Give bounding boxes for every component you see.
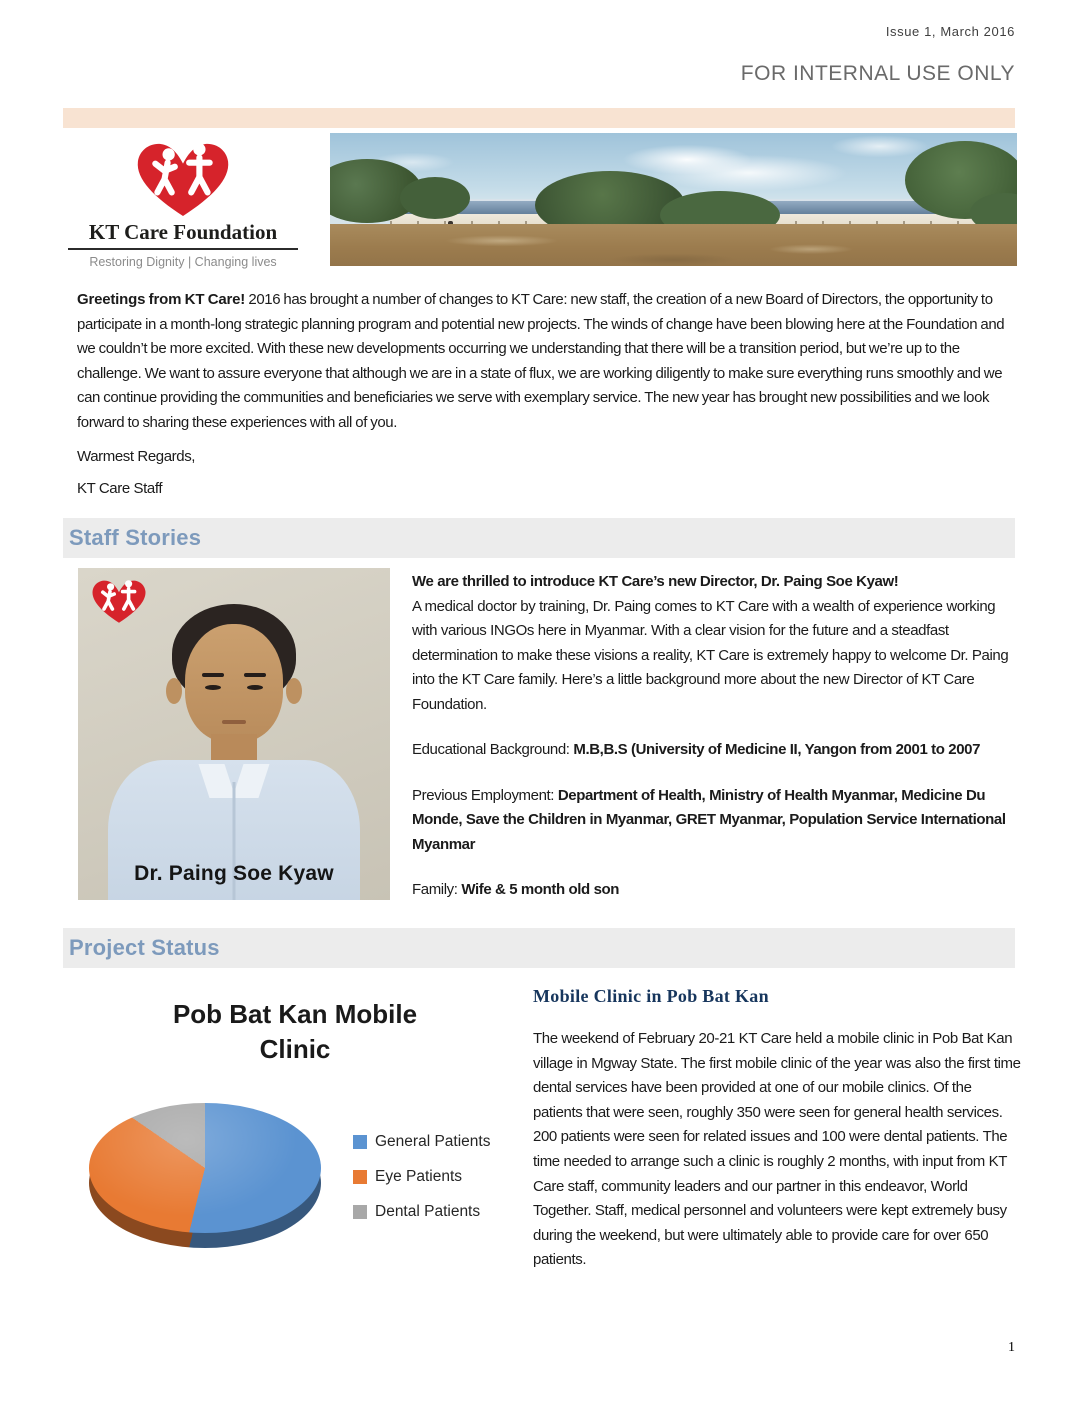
legend-item — [353, 1203, 490, 1221]
legend-swatch-icon — [353, 1205, 367, 1219]
greeting-paragraph — [77, 288, 1013, 435]
portrait-ear — [286, 678, 302, 704]
kt-heart-logo-icon — [88, 576, 150, 624]
section-title: Staff Stories — [69, 525, 202, 550]
logo-tagline: Restoring Dignity | Changing lives — [89, 255, 277, 269]
section-title: Project Status — [69, 935, 220, 960]
accent-band — [63, 108, 1015, 128]
family-line — [412, 878, 1020, 903]
director-photo — [78, 568, 390, 900]
chart-legend — [353, 1133, 490, 1238]
kt-heart-logo-icon — [128, 136, 238, 218]
greeting-lead: Greetings from KT Care! — [77, 291, 246, 308]
portrait-ear — [166, 678, 182, 704]
portrait-brow — [202, 673, 224, 677]
family-label: Family: — [412, 881, 458, 898]
staff-story-text — [412, 570, 1020, 948]
staff-intro-body: A medical doctor by training, Dr. Paing comes to KT Care with a wealth of experience working with various INGOs here in Myanmar. With a clear vision for the future and a steadfast determination to make these visions a reality, KT Care is extremely happy to welcome Dr. Paing into the KT Care family. Here’s a little background more about the new Director of KT Care Foundation. — [412, 597, 1009, 713]
pie — [89, 1103, 321, 1249]
legend-label: Dental Patients — [375, 1203, 481, 1220]
internal-use-label: FOR INTERNAL USE ONLY — [740, 62, 1015, 85]
portrait-eye — [205, 685, 221, 690]
section-staff-stories — [63, 518, 1015, 558]
portrait-brow — [244, 673, 266, 677]
portrait-eye — [247, 685, 263, 690]
chart-title: Pob Bat Kan Mobile Clinic — [172, 999, 418, 1064]
education-value: M.B,B.S (University of Medicine II, Yangon from 2001 to 2007 — [573, 741, 981, 758]
education-label: Educational Background: — [412, 741, 570, 758]
employment-line — [412, 784, 1020, 858]
page-number: 1 — [1008, 1340, 1015, 1355]
issue-line: Issue 1, March 2016 — [885, 24, 1015, 39]
education-line — [412, 738, 1020, 763]
portrait-mouth — [222, 720, 246, 724]
photo-caption: Dr. Paing Soe Kyaw — [134, 862, 334, 885]
signature: KT Care Staff — [77, 480, 163, 497]
dirt-ground — [330, 224, 1017, 266]
legend-item — [353, 1133, 490, 1151]
tree — [400, 177, 470, 219]
legend-label: Eye Patients — [375, 1168, 463, 1185]
legend-label: General Patients — [375, 1133, 491, 1150]
staff-intro-heading: We are thrilled to introduce KT Care’s new Director, Dr. Paing Soe Kyaw! — [412, 573, 899, 590]
mobile-clinic-article — [533, 986, 1021, 1273]
legend-swatch-icon — [353, 1170, 367, 1184]
section-project-status — [63, 928, 1015, 968]
employment-value: Department of Health, Ministry of Health Myanmar, Medicine Du Monde, Save the Children in Myanmar, GRET Myanmar, Population Service International Myanmar — [412, 786, 1006, 853]
logo-name: KT Care Foundation — [68, 220, 298, 250]
legend-item — [353, 1168, 490, 1186]
pie-top-face — [89, 1103, 321, 1233]
employment-label: Previous Employment: — [412, 786, 555, 804]
portrait-face — [185, 624, 283, 742]
legend-swatch-icon — [353, 1135, 367, 1149]
article-heading: Mobile Clinic in Pob Bat Kan — [533, 986, 769, 1006]
kt-care-logo — [68, 136, 298, 269]
patients-pie-chart — [75, 985, 515, 1285]
clinic-building-photo — [330, 133, 1017, 266]
signoff: Warmest Regards, — [77, 448, 196, 465]
article-body: The weekend of February 20-21 KT Care held a mobile clinic in Pob Bat Kan village in Mgway State. The first mobile clinic of the year was also the first time dental services have been provided at one of our mobile clinics. Of the patients that were seen, roughly 350 were seen for general health services. 200 patients were seen for related issues and 100 were dental patients. The time needed to arrange such a clinic is roughly 2 months, with input from KT Care staff, community leaders and our partner in this endeavor, World Together. Staff, medical personnel and volunteers were kept extremely busy during the weekend, but were ultimately able to provide care for over 650 patients. — [533, 1030, 1021, 1269]
greeting-body: 2016 has brought a number of changes to KT Care: new staff, the creation of a new Board of Directors, the opportunity to participate in a month-long strategic planning program and potential new projects. The winds of change have been blowing here at the Foundation and we couldn’t be more excited. With these new developments occurring we understanding that there will be a transition period, but we’re up to the challenge. We want to assure everyone that although we are in a state of flux, we are working diligently to make sure everything runs smoothly and we can continue providing the communities and beneficiaries we serve with exemplary service. The new year has brought new possibilities and we look forward to sharing these experiences with all of you. — [77, 291, 1005, 431]
family-value: Wife & 5 month old son — [461, 881, 620, 898]
